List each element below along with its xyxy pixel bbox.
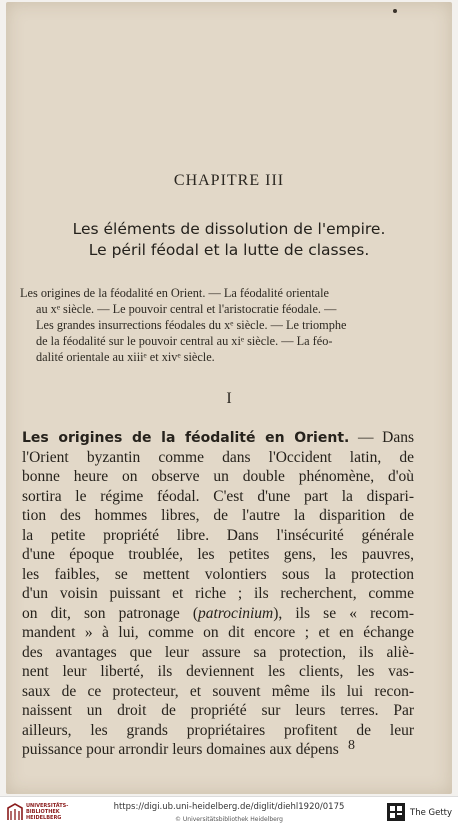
summary-line: de la féodalité sur le pouvoir central au xiᵉ siècle. — La féo- [36,334,333,348]
body-line: la petite propriété libre. Dans l'insécurité générale [22,526,414,544]
body-line: sortira le régime féodal. C'est d'une part la dispari- [22,487,414,505]
chapter-title-line-2: Le péril féodal et la lutte de classes. [88,241,370,259]
permalink-url[interactable]: https://digi.ub.uni-heidelberg.de/diglit/diehl1920/0175 [113,802,345,812]
body-line: mandent » à lui, comme on dit encore ; et en échange [22,624,414,641]
body-line: bonne heure on observe un double phénomène, d'où [22,468,414,485]
page-number: 8 [348,738,355,753]
summary-line: Les grandes insurrections féodales du xᵉ siècle. — Le triomphe [36,318,347,332]
summary-line: au xᵉ siècle. — Le pouvoir central et l'aristocratie féodale. — [36,302,337,316]
latin-term: patrocinium [198,604,274,622]
body-text-span: on dit, son patronage ( [22,604,199,622]
library-name-line: UNIVERSITÄTS- [26,803,69,809]
viewer-footer [0,796,458,830]
summary-line: Les origines de la féodalité en Orient. — La féodalité orientale [20,286,330,300]
body-line: l'Orient byzantin comme dans l'Occident latin, de [22,448,414,466]
chapter-title-line-1: Les éléments de dissolution de l'empire. [72,220,386,238]
ink-speck [393,9,397,13]
body-line: d'une époque troublée, les petites gens, les pauvres, [22,546,414,563]
body-line: des avantages que leur assure sa protection, ils aliè- [22,643,414,661]
body-text-span: ), ils se « recom- [273,604,414,622]
body-line: naissent un droit de propriété sur leurs terres. Par [22,702,414,719]
partner-name[interactable]: The Getty [410,808,453,818]
body-text [22,428,414,760]
chapter-summary [20,285,412,365]
body-line: nent leur liberté, ils deviennent les clients, les vas- [22,663,414,680]
body-line: tion des hommes libres, de l'autre la disparition de [22,507,414,524]
body-line: les faibles, se mettent volontiers sous la protection [22,565,414,583]
copyright-notice: © Universitätsbibliothek Heidelberg [174,816,283,823]
body-line [22,428,414,448]
body-line: d'un voisin puissant et riche ; ils recherchent, comme [22,585,414,602]
body-line-rest: — Dans [349,429,414,446]
body-line: ailleurs, les grands propriétaires profitent de leur [22,721,414,739]
body-line: puissance pour arrondir leurs domaines aux dépens [22,741,339,758]
library-name-line: BIBLIOTHEK [26,809,60,815]
section-heading: Les origines de la féodalité en Orient. [22,430,350,446]
section-number: I [226,390,232,407]
library-name-line: HEIDELBERG [26,815,62,821]
summary-line: dalité orientale au xiiiᵉ et xivᵉ siècle. [36,350,215,364]
body-line [22,604,414,624]
getty-logo-icon[interactable] [387,803,405,821]
chapter-heading: CHAPITRE III [173,172,285,189]
body-line: saux de ce protecteur, et souvent même ils lui recon- [22,682,414,700]
